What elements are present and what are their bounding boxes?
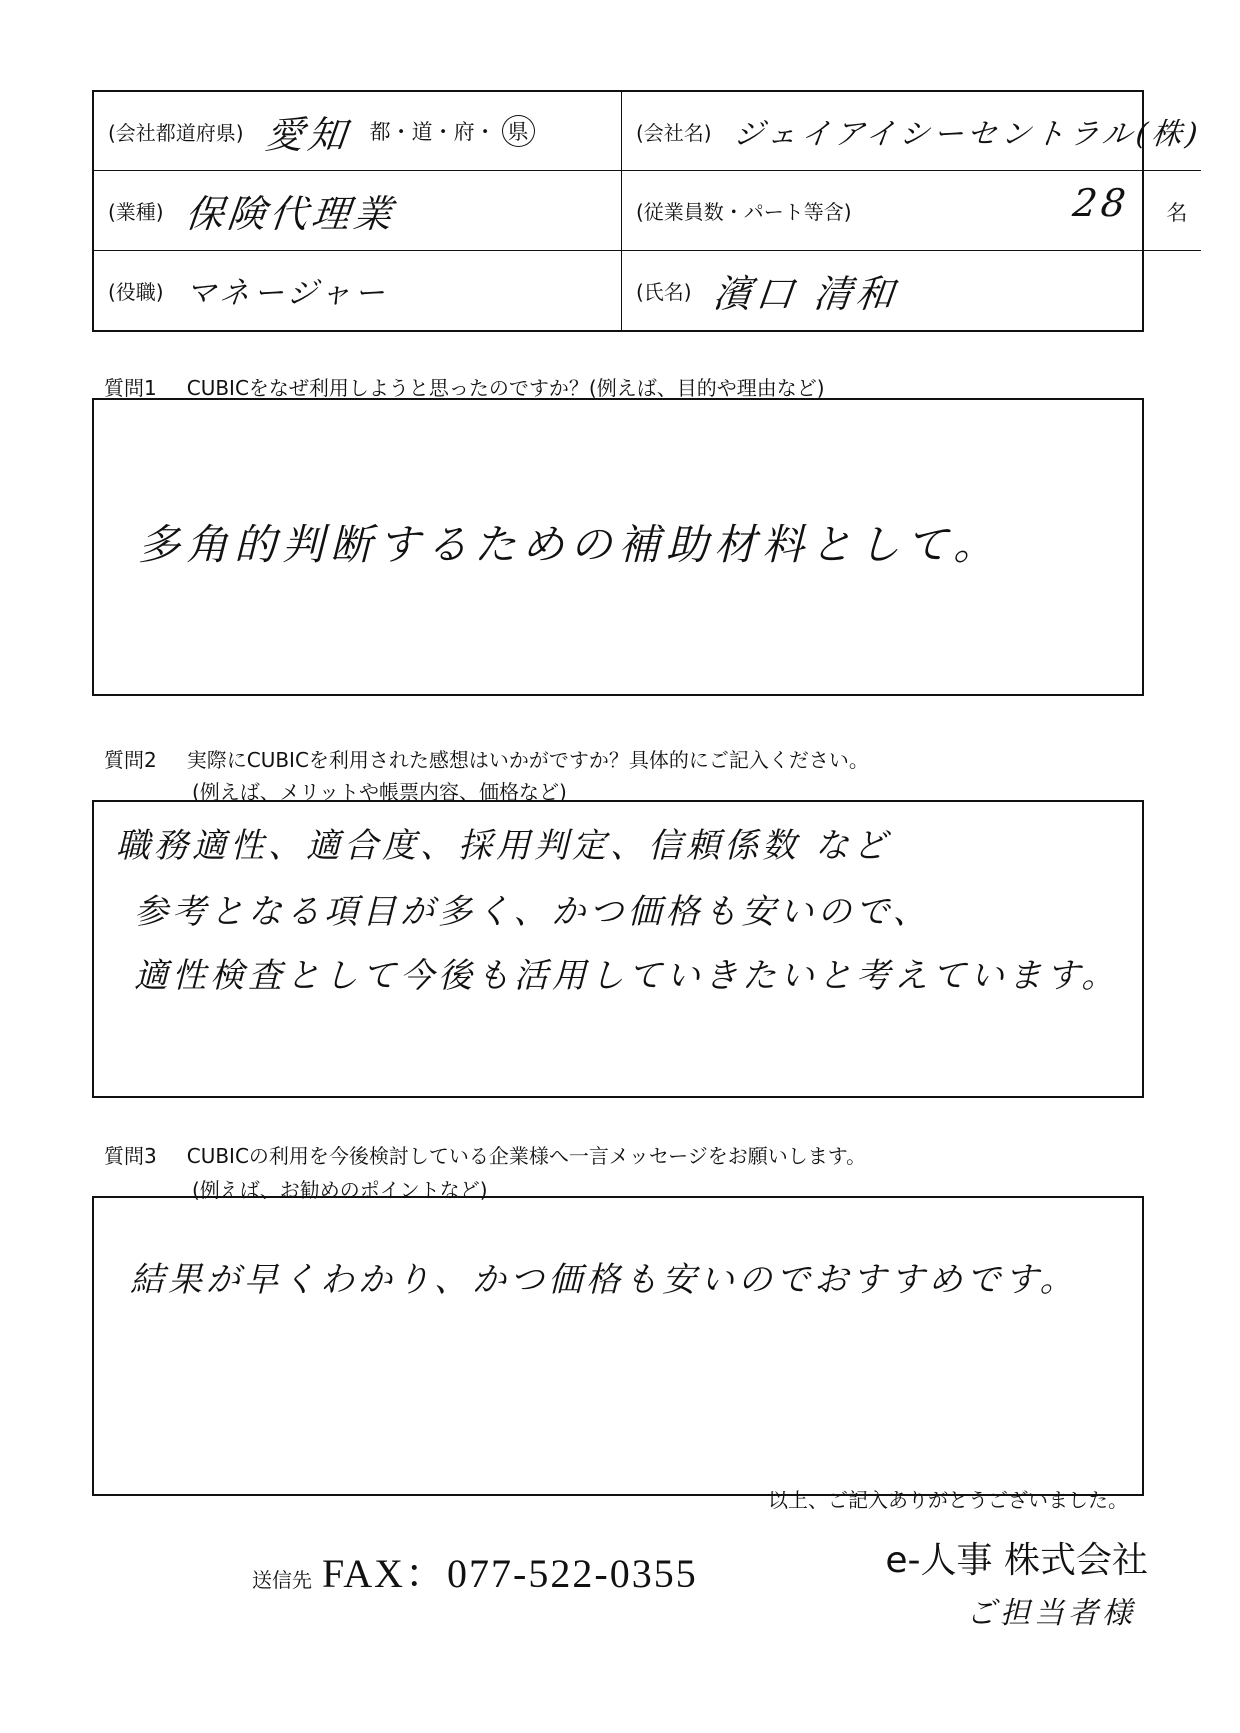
industry-value: 保険代理業 — [182, 191, 398, 236]
fax-number: FAX：077-522-0355 — [322, 1551, 698, 1596]
employees-value: 28 — [1070, 181, 1132, 226]
company-label: (会社名) — [636, 120, 712, 145]
question-1-number: 質問1 — [104, 376, 157, 400]
respondent-info-table — [92, 90, 1203, 332]
answer-2-line-2: 参考となる項目が多く、かつ価格も安いので、 — [134, 892, 931, 932]
name-cell — [622, 251, 1201, 330]
question-3-number: 質問3 — [104, 1144, 157, 1168]
prefecture-options — [370, 115, 535, 147]
question-3-text: CUBICの利用を今後検討している企業様へ一言メッセージをお願いします。 — [186, 1144, 867, 1168]
position-value: マネージャー — [183, 276, 390, 312]
question-3-hint: (例えば、お勧めのポイントなど) — [192, 1178, 488, 1202]
question-2-number: 質問2 — [104, 748, 157, 772]
answer-2-box — [92, 800, 1144, 1098]
prefecture-options-prefix: 都・道・府・ — [369, 120, 496, 145]
question-1-text: CUBICをなぜ利用しようと思ったのですか？(例えば、目的や理由など) — [186, 376, 825, 400]
prefecture-label: (会社都道府県) — [108, 120, 244, 145]
position-cell — [94, 251, 622, 330]
closing-thanks: 以上、ご記入ありがとうございました。 — [768, 1488, 1128, 1512]
question-2-text: 実際にCUBICを利用された感想はいかがですか？具体的にご記入ください。 — [186, 748, 869, 772]
company-value: ジェイアイシーセントラル(株) — [731, 117, 1203, 153]
question-2-heading — [104, 744, 869, 773]
employees-label: (従業員数・パート等含) — [636, 199, 852, 224]
prefecture-selected-circle: 県 — [502, 115, 535, 147]
prefecture-value: 愛知 — [262, 112, 352, 157]
recipient-company: e-人事 株式会社 — [885, 1540, 1148, 1581]
answer-3-box — [92, 1196, 1144, 1496]
industry-label: (業種) — [108, 199, 164, 224]
company-cell — [622, 92, 1201, 171]
name-value: 濱口 清和 — [710, 271, 900, 316]
fax-line — [252, 1542, 698, 1599]
employees-unit: 名 — [1166, 201, 1188, 226]
position-label: (役職) — [108, 279, 164, 304]
answer-3-text: 結果が早くわかり、かつ価格も安いのでおすすめです。 — [130, 1260, 1078, 1300]
recipient-attention: ご担当者様 — [966, 1596, 1136, 1631]
question-2-hint: (例えば、メリットや帳票内容、価格など) — [192, 780, 567, 804]
employees-cell — [622, 171, 1201, 250]
answer-1-box — [92, 398, 1144, 696]
industry-cell — [94, 171, 622, 250]
prefecture-cell — [94, 92, 622, 171]
answer-2-line-1: 職務適性、適合度、採用判定、信頼係数 など — [116, 826, 891, 866]
fax-label: 送信先 — [252, 1568, 312, 1592]
question-1-heading — [104, 372, 825, 401]
answer-1-text: 多角的判断するための補助材料として。 — [138, 520, 1002, 569]
answer-2-line-3: 適性検査として今後も活用していきたいと考えています。 — [134, 956, 1120, 996]
question-3-heading — [104, 1140, 866, 1169]
name-label: (氏名) — [636, 279, 692, 304]
